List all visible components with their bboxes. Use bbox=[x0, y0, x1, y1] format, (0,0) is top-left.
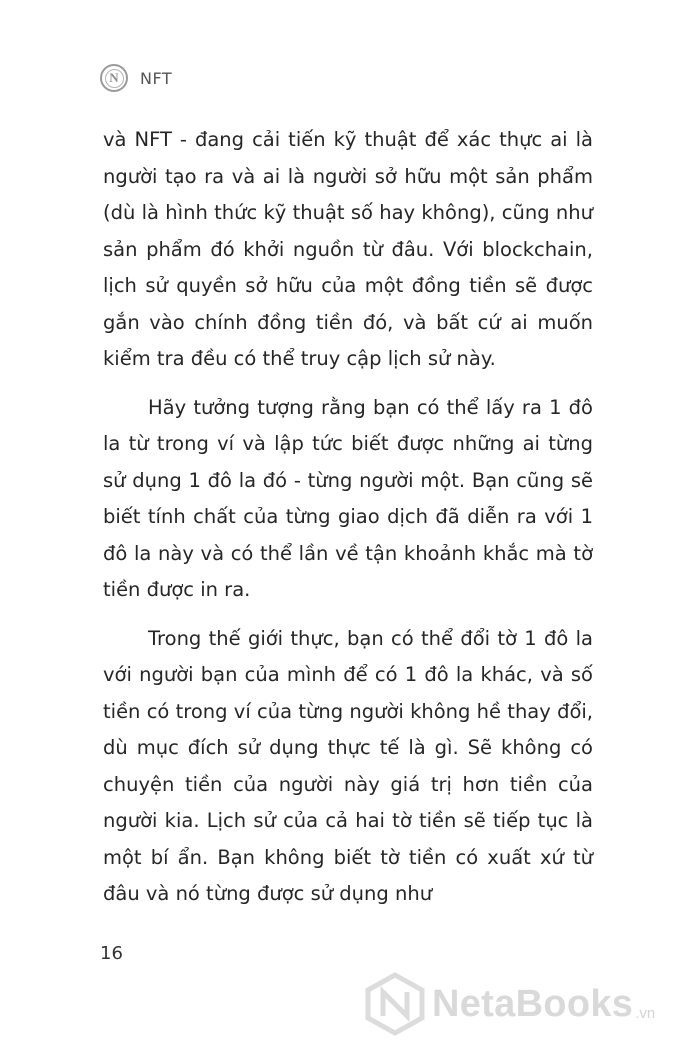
page-number: 16 bbox=[100, 943, 123, 964]
paragraph: Hãy tưởng tượng rằng bạn có thể lấy ra 1 đô la từ trong ví và lập tức biết được những ai từng sử dụng 1 đô la đó - từng người một. Bạn cũng sẽ biết tính chất của từng giao dịch đã diễn ra với 1 đô la này và có thể lần về tận khoảnh khắc mà tờ tiền được in ra. bbox=[103, 395, 593, 601]
book-logo-icon bbox=[100, 64, 128, 92]
book-logo-letter: N bbox=[105, 69, 124, 88]
body-text bbox=[103, 122, 593, 913]
watermark-text: NetaBooks bbox=[432, 983, 634, 1025]
paragraph: Trong thế giới thực, bạn có thể đổi tờ 1 đô la với người bạn của mình để có 1 đô la khác, và số tiền có trong ví của từng người không hề thay đổi, dù mục đích sử dụng thực tế là gì. Sẽ không có chuyện tiền của người này giá trị hơn tiền của người kia. Lịch sử của cả hai tờ tiền sẽ tiếp tục là một bí ẩn. Bạn không biết tờ tiền có xuất xứ từ đâu và nó từng được sử dụng như bbox=[103, 626, 593, 905]
header-title: NFT bbox=[140, 68, 173, 88]
netabooks-logo-icon bbox=[362, 971, 428, 1037]
watermark-suffix: .vn bbox=[635, 1005, 656, 1022]
watermark bbox=[362, 968, 692, 1040]
running-header bbox=[100, 60, 172, 96]
paragraph-continued: và NFT - đang cải tiến kỹ thuật để xác thực ai là người tạo ra và ai là người sở hữu một sản phẩm (dù là hình thức kỹ thuật số hay không), cũng như sản phẩm đó khởi nguồn từ đâu. Với blockchain, lịch sử quyền sở hữu của một đồng tiền sẽ được gắn vào chính đồng tiền đó, và bất cứ ai muốn kiểm tra đều có thể truy cập lịch sử này. bbox=[103, 128, 593, 370]
